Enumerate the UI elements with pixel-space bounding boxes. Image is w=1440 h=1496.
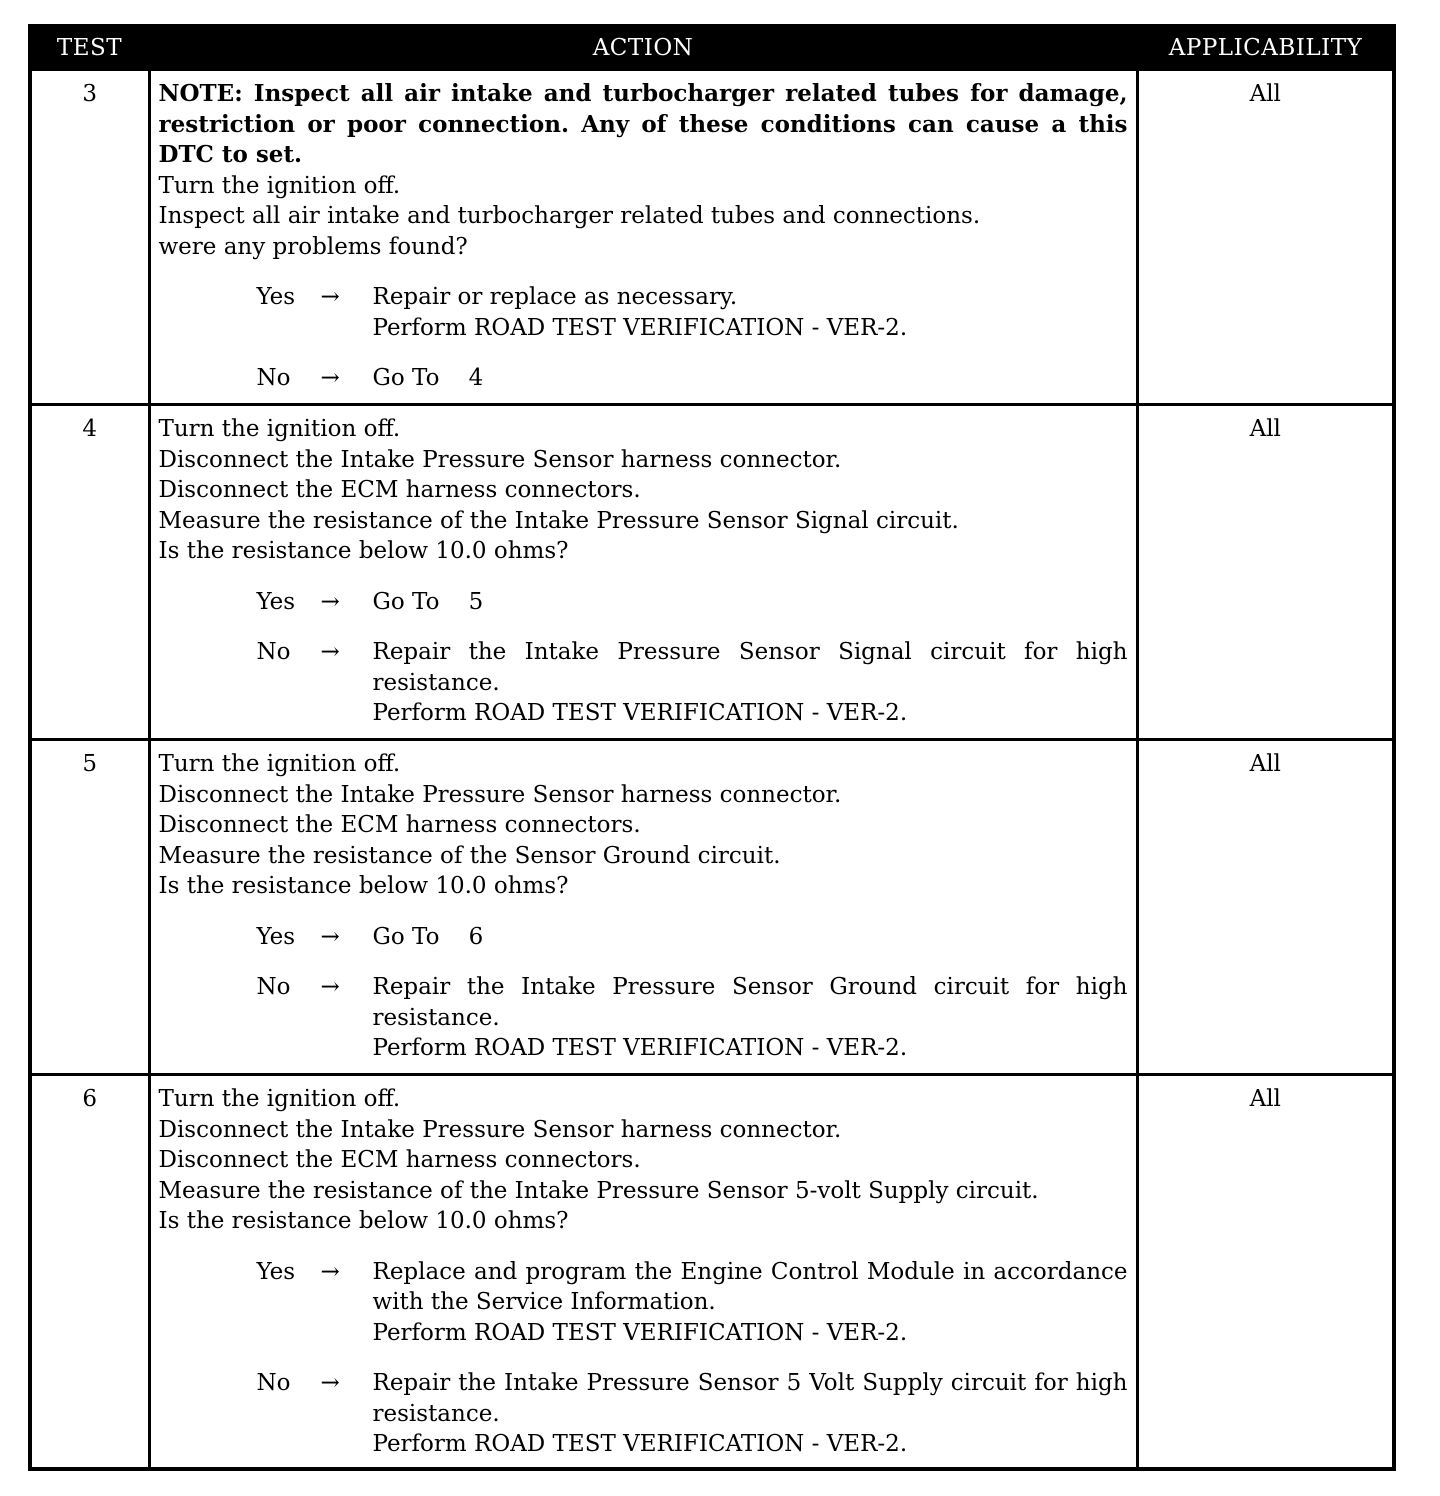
yes-branch [159, 922, 1128, 953]
yes-label: Yes [256, 588, 296, 615]
test-number: 4 [30, 405, 149, 740]
action-line: Turn the ignition off. [158, 172, 401, 199]
result-line: Repair the Intake Pressure Sensor 5 Volt Supply circuit for high resistance. [372, 1370, 1128, 1427]
no-result [373, 1368, 1128, 1460]
yes-result [373, 587, 1128, 618]
header-test: TEST [30, 26, 149, 70]
result-line: Perform ROAD TEST VERIFICATION - VER-2. [372, 314, 908, 341]
no-label: No [256, 974, 291, 1000]
arrow-icon: → [320, 639, 340, 665]
applicability-value: All [1137, 740, 1394, 1075]
applicability-value: All [1137, 1075, 1394, 1470]
action-cell [149, 405, 1137, 740]
action-cell [149, 740, 1137, 1075]
action-line: Disconnect the ECM harness connectors. [158, 477, 641, 503]
result-line: Repair the Intake Pressure Sensor Signal circuit for high resistance. [372, 639, 1128, 696]
result-line: Repair the Intake Pressure Sensor Ground circuit for high resistance. [372, 974, 1128, 1031]
test-number: 6 [30, 1075, 149, 1470]
yes-label: Yes [256, 923, 296, 950]
no-label: No [256, 365, 291, 391]
diagnostic-test-table [28, 24, 1396, 1471]
action-line: Disconnect the ECM harness connectors. [158, 812, 641, 838]
result-line: Perform ROAD TEST VERIFICATION - VER-2. [372, 1431, 908, 1457]
result-line: Perform ROAD TEST VERIFICATION - VER-2. [372, 1319, 908, 1346]
action-line: Is the resistance below 10.0 ohms? [158, 873, 569, 899]
action-line: Measure the resistance of the Sensor Ground circuit. [158, 842, 781, 869]
arrow-icon: → [320, 974, 340, 1000]
action-line: were any problems found? [158, 233, 468, 260]
header-applicability: APPLICABILITY [1137, 26, 1394, 70]
arrow-icon: → [320, 1258, 340, 1285]
applicability-value: All [1137, 405, 1394, 740]
action-line: Turn the ignition off. [158, 751, 401, 777]
arrow-icon: → [320, 1370, 340, 1396]
yes-label: Yes [256, 1258, 296, 1285]
applicability-value: All [1137, 70, 1394, 405]
result-line: Perform ROAD TEST VERIFICATION - VER-2. [372, 700, 908, 726]
yes-branch [159, 587, 1128, 618]
no-branch [159, 1368, 1128, 1460]
result-line: Go To 4 [372, 365, 484, 391]
arrow-icon: → [320, 284, 340, 310]
yes-label: Yes [256, 284, 296, 310]
action-line: Disconnect the Intake Pressure Sensor harness connector. [158, 446, 842, 473]
table-row [30, 70, 1394, 405]
note-text: NOTE: Inspect all air intake and turbocharger related tubes for damage, restriction or poor connection. Any of these conditions can cause a this DTC to set. [158, 80, 1128, 168]
test-number: 5 [30, 740, 149, 1075]
no-branch [159, 363, 1128, 394]
action-line: Turn the ignition off. [158, 416, 401, 442]
action-line: Turn the ignition off. [158, 1086, 401, 1112]
result-line: Perform ROAD TEST VERIFICATION - VER-2. [372, 1035, 908, 1061]
yes-branch [159, 1257, 1128, 1349]
table-row [30, 405, 1394, 740]
no-label: No [256, 1370, 291, 1396]
no-label: No [256, 639, 291, 665]
no-branch [159, 637, 1128, 729]
result-line: Go To 5 [372, 588, 484, 615]
action-line: Disconnect the ECM harness connectors. [158, 1147, 641, 1173]
result-line: Repair or replace as necessary. [372, 284, 738, 310]
yes-result [373, 282, 1128, 343]
action-line: Is the resistance below 10.0 ohms? [158, 538, 569, 564]
header-row [30, 26, 1394, 70]
header-action: ACTION [149, 26, 1137, 70]
action-line: Inspect all air intake and turbocharger related tubes and connections. [158, 203, 981, 229]
result-line: Go To 6 [372, 923, 484, 950]
action-line: Disconnect the Intake Pressure Sensor harness connector. [158, 781, 842, 808]
no-result [373, 637, 1128, 729]
table-row [30, 740, 1394, 1075]
yes-branch [159, 282, 1128, 343]
action-line: Disconnect the Intake Pressure Sensor harness connector. [158, 1116, 842, 1143]
test-number: 3 [30, 70, 149, 405]
no-result [373, 363, 1128, 394]
action-line: Measure the resistance of the Intake Pressure Sensor 5-volt Supply circuit. [158, 1177, 1039, 1204]
action-cell [149, 70, 1137, 405]
arrow-icon: → [320, 588, 340, 615]
arrow-icon: → [320, 923, 340, 950]
arrow-icon: → [320, 365, 340, 391]
no-branch [159, 972, 1128, 1064]
yes-result [373, 922, 1128, 953]
no-result [373, 972, 1128, 1064]
result-line: Replace and program the Engine Control Module in accordance with the Service Information. [372, 1258, 1128, 1315]
yes-result [373, 1257, 1128, 1349]
action-cell [149, 1075, 1137, 1470]
action-line: Is the resistance below 10.0 ohms? [158, 1208, 569, 1234]
table-row [30, 1075, 1394, 1470]
action-line: Measure the resistance of the Intake Pressure Sensor Signal circuit. [158, 507, 959, 534]
